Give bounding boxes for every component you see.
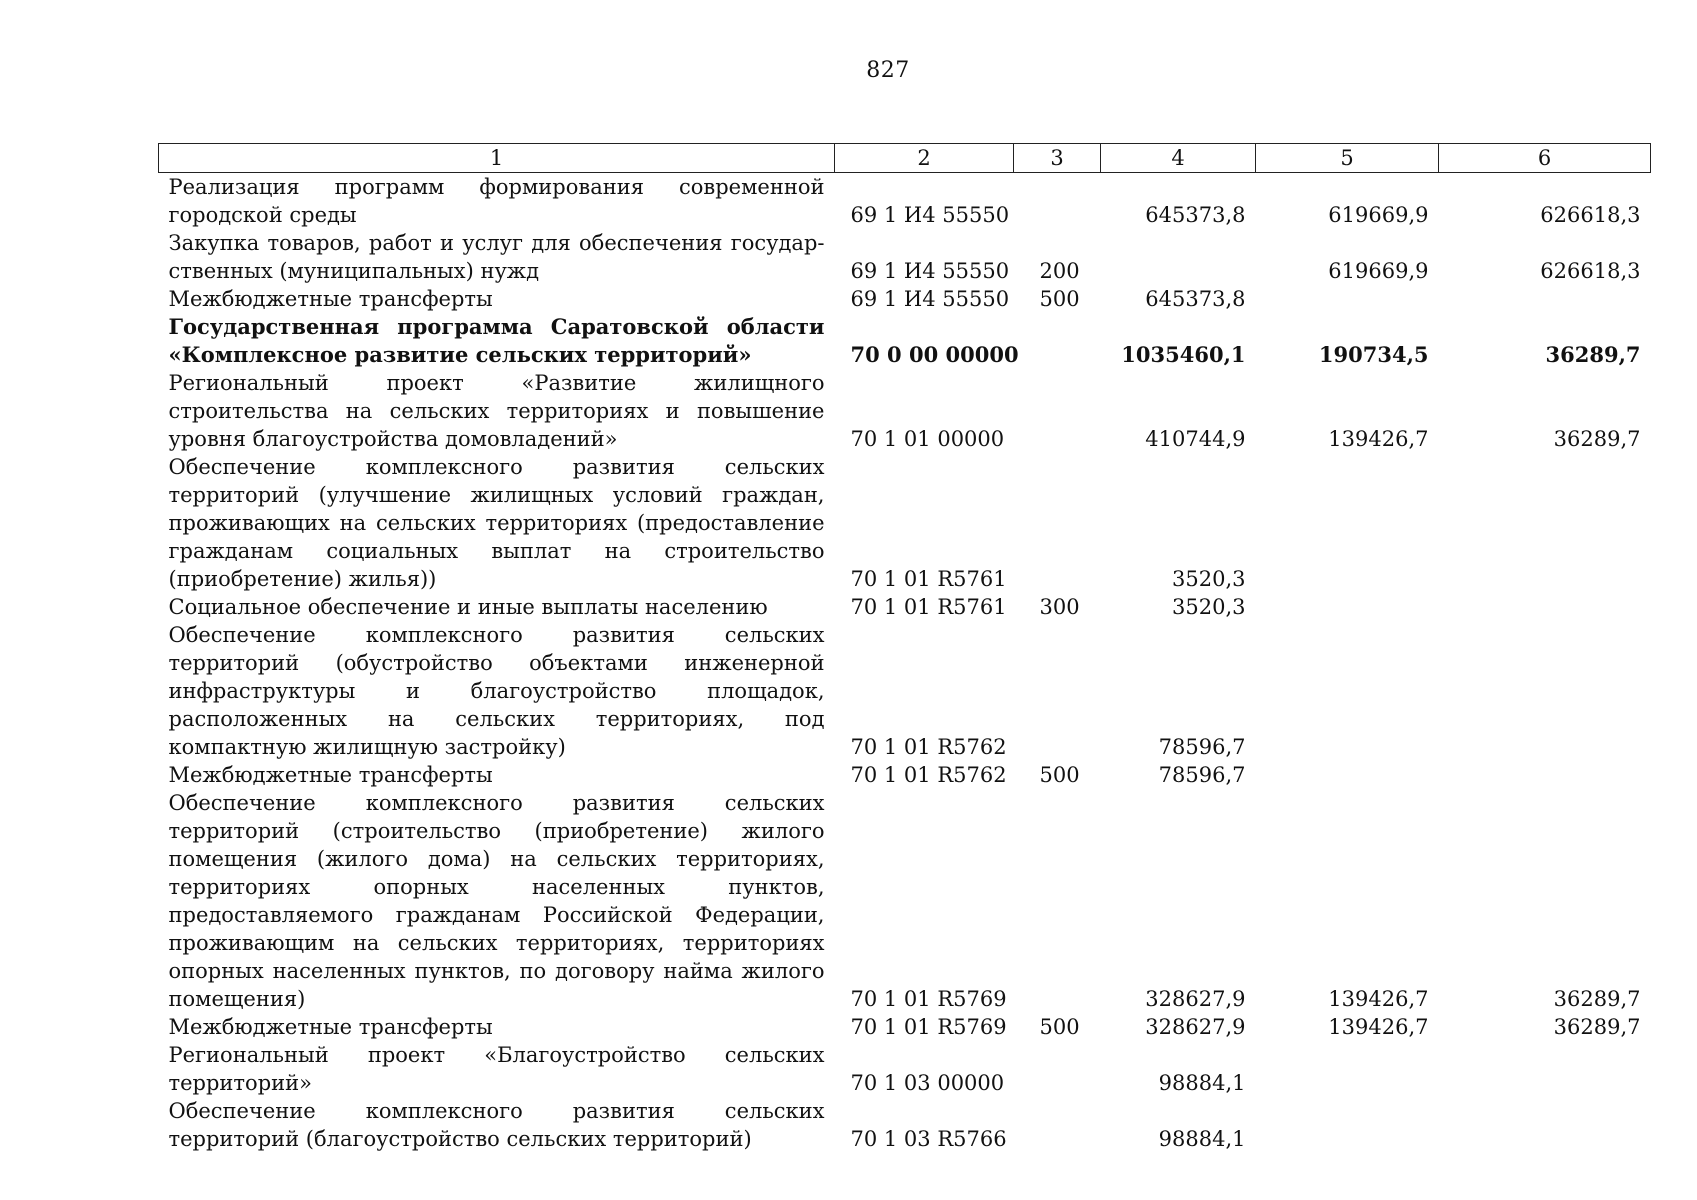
row-name-cell: Обеспечение комплексного развития сельских территорий (строительство (приобретение) жилого помещения (жилого дома) на сельских территориях, территориях опорных населенных пунктов, предоставляемого гражданам Российской Федерации, проживающим на сельских территориях, территориях опорных населенных пунктов, по договору найма жилого помещения) [168, 791, 825, 1011]
row-name-cell: Закупка товаров, работ и услуг для обеспечения государственных (муниципальных) нужд [168, 231, 825, 283]
row-value-col6-cell [1439, 1097, 1651, 1153]
row-code-cell: 70 1 03 00000 [850, 1071, 1005, 1095]
row-value-col6-cell [1439, 621, 1651, 761]
row-code-cell: 69 1 И4 55550 [850, 203, 1010, 227]
row-value-col5-cell: 139426,7 [1328, 987, 1429, 1011]
header-col-3: 3 [1014, 144, 1101, 173]
row-name-cell: Обеспечение комплексного развития сельских территорий (благоустройство сельских территорий) [168, 1099, 825, 1151]
row-expense-type-cell [1014, 621, 1101, 761]
row-name-cell: Обеспечение комплексного развития сельских территорий (улучшение жилищных условий граждан, проживающих на сельских территориях (предоставление гражданам социальных выплат на строительство (приобретение) жилья)) [168, 455, 825, 591]
row-code-cell: 70 1 01 R5762 [850, 735, 1007, 759]
row-expense-type-cell: 500 [1039, 1015, 1080, 1039]
row-value-col6-cell [1439, 453, 1651, 593]
budget-table [158, 143, 1651, 1153]
row-value-col4-cell: 1035460,1 [1121, 342, 1246, 367]
row-value-col6-cell [1439, 593, 1651, 621]
table-row [159, 285, 1651, 313]
row-value-col5-cell: 190734,5 [1318, 342, 1429, 367]
row-code-cell: 70 1 01 R5761 [850, 595, 1007, 619]
page-number: 827 [866, 58, 910, 83]
row-code-cell: 69 1 И4 55550 [850, 287, 1010, 311]
row-value-col6-cell: 626618,3 [1540, 203, 1641, 227]
row-expense-type-cell [1014, 369, 1101, 453]
row-value-col5-cell [1256, 285, 1439, 313]
row-value-col6-cell [1439, 1041, 1651, 1097]
row-value-col4-cell [1101, 229, 1256, 285]
row-expense-type-cell [1014, 453, 1101, 593]
row-value-col4-cell: 78596,7 [1158, 735, 1246, 759]
row-value-col5-cell [1256, 453, 1439, 593]
row-value-col5-cell: 139426,7 [1328, 427, 1429, 451]
row-value-col5-cell: 619669,9 [1328, 203, 1429, 227]
row-value-col5-cell [1256, 1097, 1439, 1153]
table-row [159, 1041, 1651, 1097]
row-expense-type-cell: 500 [1039, 763, 1080, 787]
row-expense-type-cell [1014, 313, 1101, 369]
table-row [159, 1013, 1651, 1041]
table-row [159, 453, 1651, 593]
row-code-cell: 70 1 01 R5769 [850, 987, 1007, 1011]
row-name-cell: Региональный проект «Благоустройство сельских территорий» [168, 1043, 825, 1095]
table-row [159, 621, 1651, 761]
row-name-cell: Межбюджетные трансферты [168, 287, 493, 311]
row-value-col5-cell [1256, 1041, 1439, 1097]
row-value-col6-cell [1439, 761, 1651, 789]
row-expense-type-cell [1014, 789, 1101, 1013]
header-col-4: 4 [1101, 144, 1256, 173]
row-code-cell: 69 1 И4 55550 [850, 259, 1010, 283]
row-value-col5-cell: 619669,9 [1328, 259, 1429, 283]
header-col-5: 5 [1256, 144, 1439, 173]
row-name-cell: Государственная программа Саратовской области «Комплексное развитие сельских территорий» [168, 314, 825, 367]
row-value-col5-cell: 139426,7 [1328, 1015, 1429, 1039]
row-value-col5-cell [1256, 761, 1439, 789]
table-body [159, 173, 1651, 1154]
table-row [159, 593, 1651, 621]
row-code-cell: 70 0 00 00000 [850, 342, 1019, 367]
row-expense-type-cell: 200 [1039, 259, 1080, 283]
table-header [159, 144, 1651, 173]
row-name-cell: Обеспечение комплексного развития сельских территорий (обустройство объектами инженерной инфраструктуры и благоустройство площадок, расположенных на сельских территориях, под компактную жилищную застройку) [168, 623, 825, 759]
table-row [159, 369, 1651, 453]
header-col-6: 6 [1439, 144, 1651, 173]
row-code-cell: 70 1 01 R5762 [850, 763, 1007, 787]
row-value-col6-cell: 626618,3 [1540, 259, 1641, 283]
row-name-cell: Региональный проект «Развитие жилищного строительства на сельских территориях и повышение уровня благоустройства домовладений» [168, 371, 825, 451]
row-value-col5-cell [1256, 593, 1439, 621]
row-value-col4-cell: 410744,9 [1145, 427, 1246, 451]
table-row [159, 313, 1651, 369]
row-value-col6-cell: 36289,7 [1553, 1015, 1641, 1039]
row-expense-type-cell [1014, 1041, 1101, 1097]
row-value-col4-cell: 645373,8 [1145, 287, 1246, 311]
row-value-col6-cell: 36289,7 [1553, 427, 1641, 451]
row-expense-type-cell [1014, 1097, 1101, 1153]
row-name-cell: Реализация программ формирования современной городской среды [168, 175, 825, 227]
row-value-col4-cell: 3520,3 [1172, 595, 1246, 619]
table-row [159, 761, 1651, 789]
row-value-col6-cell [1439, 285, 1651, 313]
row-value-col4-cell: 328627,9 [1145, 987, 1246, 1011]
row-value-col4-cell: 645373,8 [1145, 203, 1246, 227]
row-value-col4-cell: 3520,3 [1172, 567, 1246, 591]
table-row [159, 789, 1651, 1013]
row-value-col5-cell [1256, 621, 1439, 761]
row-expense-type-cell: 300 [1039, 595, 1080, 619]
header-row [159, 144, 1651, 173]
table-row [159, 173, 1651, 230]
row-value-col4-cell: 328627,9 [1145, 1015, 1246, 1039]
table-row [159, 229, 1651, 285]
row-expense-type-cell [1014, 173, 1101, 230]
row-value-col6-cell: 36289,7 [1553, 987, 1641, 1011]
row-name-cell: Межбюджетные трансферты [168, 763, 493, 787]
row-value-col4-cell: 98884,1 [1158, 1071, 1246, 1095]
row-code-cell: 70 1 01 R5769 [850, 1015, 1007, 1039]
header-col-1: 1 [159, 144, 835, 173]
table-row [159, 1097, 1651, 1153]
row-expense-type-cell: 500 [1039, 287, 1080, 311]
row-name-cell: Социальное обеспечение и иные выплаты населению [168, 595, 768, 619]
header-col-2: 2 [835, 144, 1014, 173]
row-code-cell: 70 1 03 R5766 [850, 1127, 1007, 1151]
row-code-cell: 70 1 01 00000 [850, 427, 1005, 451]
row-code-cell: 70 1 01 R5761 [850, 567, 1007, 591]
row-value-col4-cell: 98884,1 [1158, 1127, 1246, 1151]
row-value-col4-cell: 78596,7 [1158, 763, 1246, 787]
row-name-cell: Межбюджетные трансферты [168, 1015, 493, 1039]
row-value-col6-cell: 36289,7 [1545, 342, 1641, 367]
